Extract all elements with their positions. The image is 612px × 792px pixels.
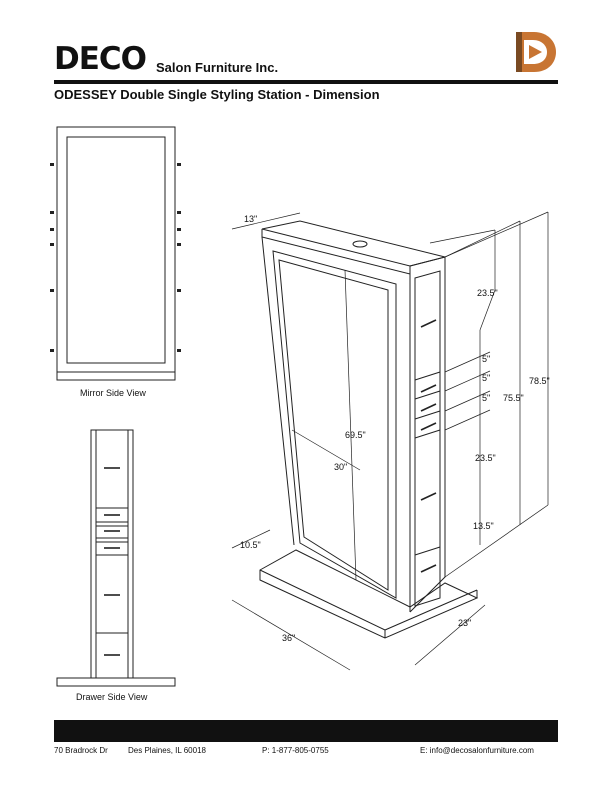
footer-email[interactable]: E: info@decosalonfurniture.com	[420, 746, 534, 755]
dim-cabinet-height: 75.5"	[503, 393, 524, 403]
footer-address: 70 Bradrock Dr	[54, 746, 108, 755]
dim-bottom-drawer: 13.5"	[473, 521, 494, 531]
drawer-side-caption: Drawer Side View	[76, 692, 148, 702]
dim-lower-section: 23.5"	[475, 453, 496, 463]
dim-base-length: 23"	[458, 618, 472, 628]
dim-mirror-width: 30"	[334, 462, 348, 472]
dim-base-width: 36"	[282, 633, 296, 643]
dim-drawer-1: 5"	[482, 354, 491, 364]
footer-phone: P: 1-877-805-0755	[262, 746, 329, 755]
dim-drawer-2: 5"	[482, 373, 491, 383]
drawer-side-view	[57, 430, 175, 686]
mirror-side-caption: Mirror Side View	[80, 388, 146, 398]
dim-base-depth: 10.5"	[240, 540, 261, 550]
mirror-side-view	[50, 127, 181, 380]
station-3d-view	[232, 212, 548, 670]
company-name: Salon Furniture Inc.	[156, 60, 279, 75]
footer-bar	[54, 720, 558, 742]
dim-drawer-3: 5"	[482, 393, 491, 403]
dim-top-section: 23.5"	[477, 288, 498, 298]
document-title: ODESSEY Double Single Styling Station - Dimension	[54, 87, 380, 102]
dim-depth-top: 13"	[244, 214, 258, 224]
brand-wordmark: DECO	[54, 41, 147, 77]
dim-mirror-height: 69.5"	[345, 430, 366, 440]
footer-city: Des Plaines, IL 60018	[128, 746, 206, 755]
dim-overall-height: 78.5"	[529, 376, 550, 386]
